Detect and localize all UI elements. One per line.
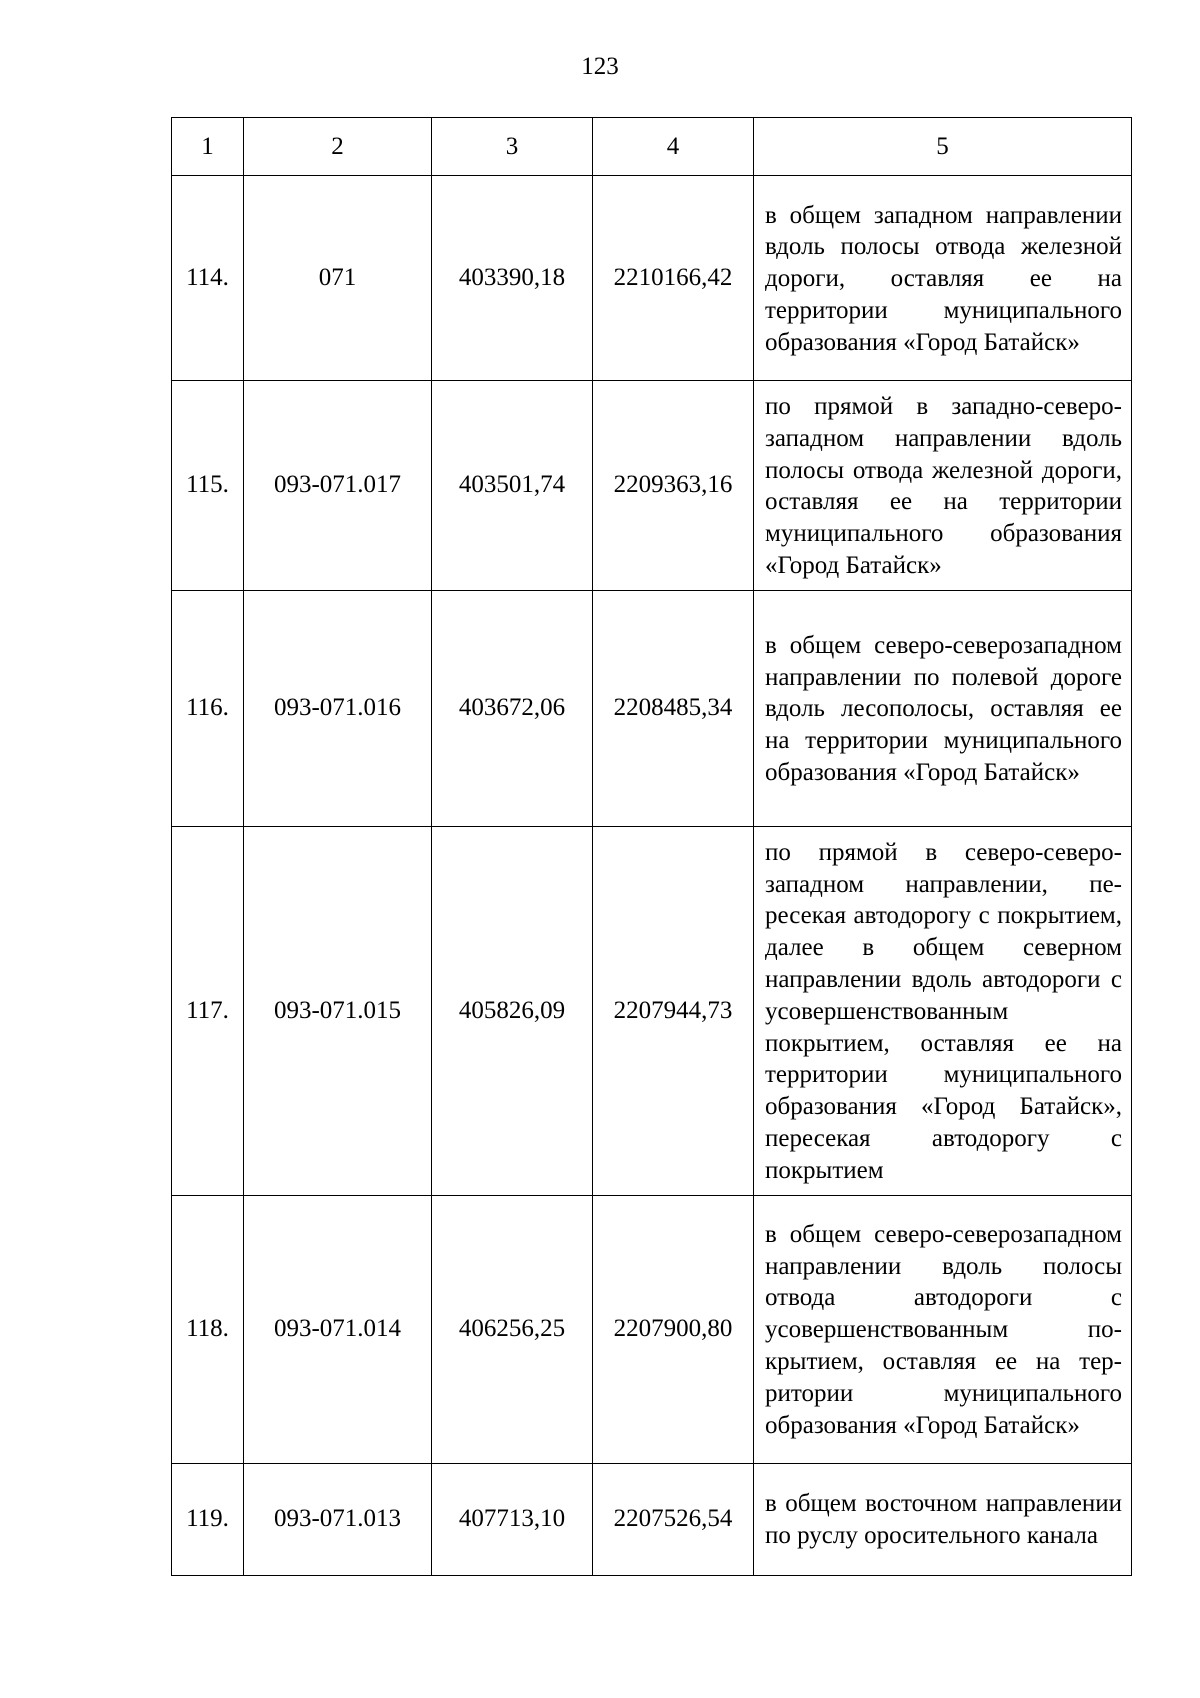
table-row xyxy=(172,826,1132,1195)
table-row xyxy=(172,176,1132,381)
column-header-2: 2 xyxy=(244,118,432,176)
coordinate-y: 2209363,16 xyxy=(593,381,754,591)
point-id: 093-071.014 xyxy=(244,1195,432,1463)
route-description: в общем западном направлении вдоль полосы отвода железной дороги, оставляя ее на территории муниципального образования «Город Батайск» xyxy=(765,201,1122,356)
route-description-cell xyxy=(754,590,1132,826)
row-number: 119. xyxy=(172,1463,244,1575)
route-description: по прямой в северо-северозападном направлении, пересекая автодорогу с покрытием, далее в общем северном направлении вдоль автодороги с усовершенствованным покрытием, оставляя ее на территории муниципального образования «Город Батайск», пересекая автодорогу с покрытием xyxy=(765,838,1122,1184)
coordinate-x: 403501,74 xyxy=(432,381,593,591)
route-description: в общем северо-северозападном направлении по полевой дороге вдоль лесополосы, оставляя ее на территории муниципального образования «Город Батайск» xyxy=(765,631,1122,786)
table-row xyxy=(172,590,1132,826)
table-row xyxy=(172,381,1132,591)
point-id: 093-071.017 xyxy=(244,381,432,591)
column-header-1: 1 xyxy=(172,118,244,176)
page-number: 123 xyxy=(581,53,619,80)
column-header-5: 5 xyxy=(754,118,1132,176)
coordinate-x: 405826,09 xyxy=(432,826,593,1195)
point-id: 093-071.015 xyxy=(244,826,432,1195)
coordinate-y: 2210166,42 xyxy=(593,176,754,381)
point-id: 071 xyxy=(244,176,432,381)
column-header-4: 4 xyxy=(593,118,754,176)
route-description-cell xyxy=(754,1463,1132,1575)
row-number: 116. xyxy=(172,590,244,826)
coordinate-y: 2207944,73 xyxy=(593,826,754,1195)
coordinate-x: 406256,25 xyxy=(432,1195,593,1463)
table-header-row xyxy=(172,118,1132,176)
coordinate-y: 2207526,54 xyxy=(593,1463,754,1575)
route-description: в общем северо-северозападном направлении вдоль полосы отвода автодороги с усовершенствованным покрытием, оставляя ее на территории муниципального образования «Город Батайск» xyxy=(765,1220,1122,1439)
boundary-points-table xyxy=(171,117,1132,1576)
coordinate-y: 2208485,34 xyxy=(593,590,754,826)
row-number: 117. xyxy=(172,826,244,1195)
coordinate-y: 2207900,80 xyxy=(593,1195,754,1463)
row-number: 118. xyxy=(172,1195,244,1463)
coordinate-x: 407713,10 xyxy=(432,1463,593,1575)
row-number: 115. xyxy=(172,381,244,591)
route-description-cell xyxy=(754,176,1132,381)
route-description-cell xyxy=(754,381,1132,591)
route-description: в общем восточном направлении по руслу оросительного канала xyxy=(765,1490,1122,1550)
route-description-cell xyxy=(754,826,1132,1195)
table-row xyxy=(172,1195,1132,1463)
row-number: 114. xyxy=(172,176,244,381)
table-row xyxy=(172,1463,1132,1575)
coordinate-x: 403672,06 xyxy=(432,590,593,826)
column-header-3: 3 xyxy=(432,118,593,176)
route-description-cell xyxy=(754,1195,1132,1463)
point-id: 093-071.016 xyxy=(244,590,432,826)
route-description: по прямой в западно-северозападном направлении вдоль полосы отвода железной дороги, оставляя ее на территории муниципального образования «Город Батайск» xyxy=(765,393,1122,579)
point-id: 093-071.013 xyxy=(244,1463,432,1575)
coordinate-x: 403390,18 xyxy=(432,176,593,381)
